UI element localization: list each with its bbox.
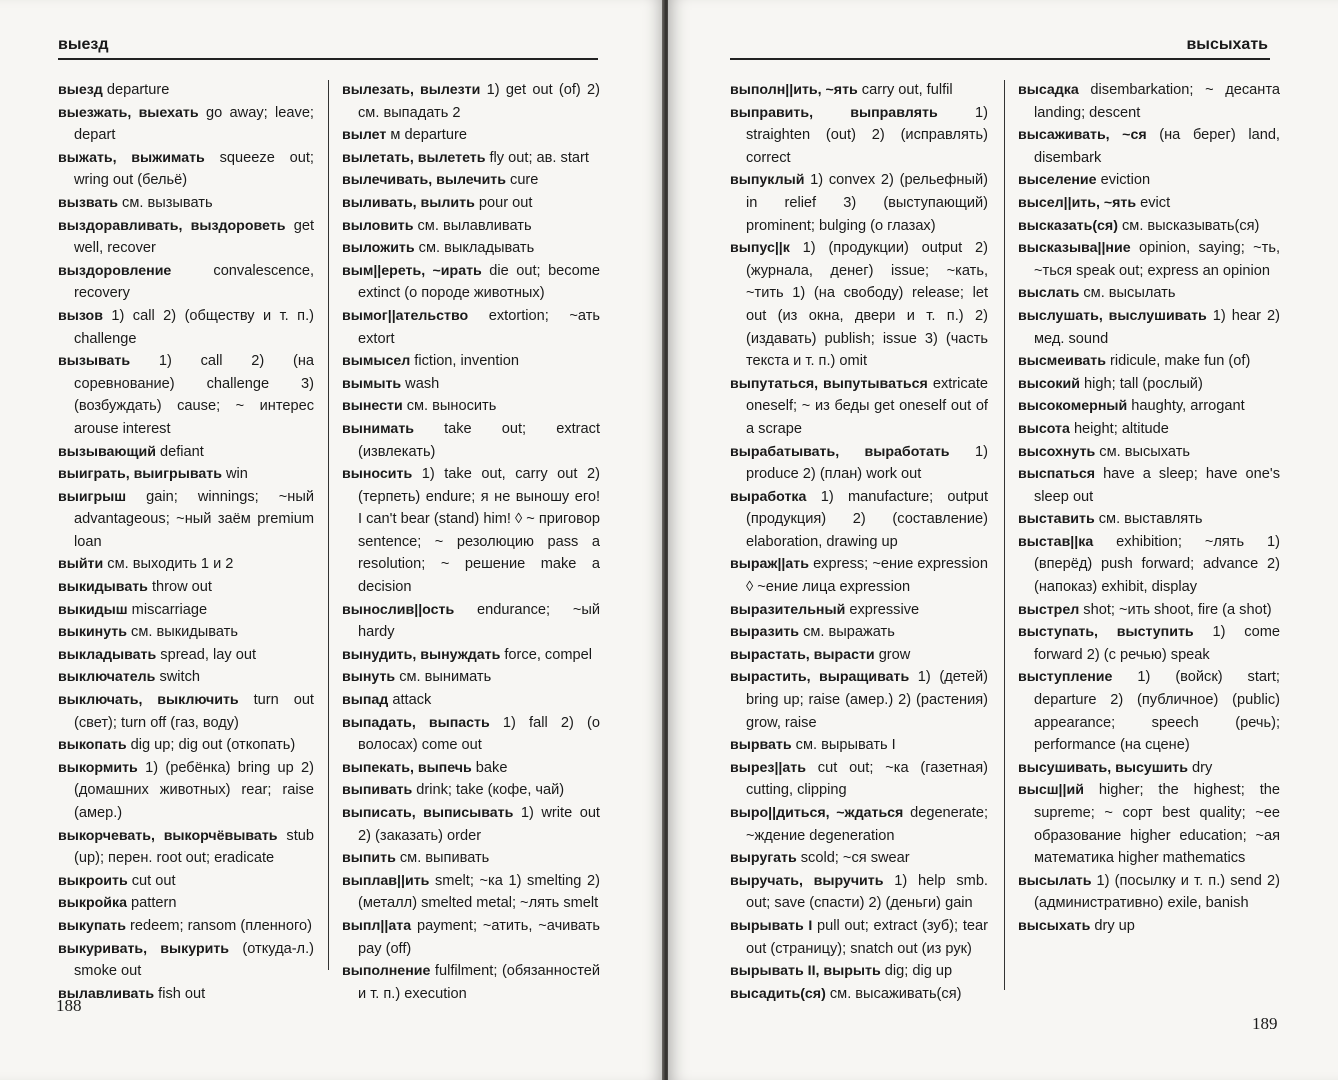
entry-translation: carry out, fulfil <box>857 82 953 98</box>
column-divider <box>1004 80 1005 990</box>
entry-translation: см. выпивать <box>395 850 490 867</box>
entry-translation: grow <box>874 646 911 663</box>
dictionary-entry <box>342 350 600 373</box>
entry-translation: pull out; extract (зуб); tear out (страницу); snatch out (из рук) <box>746 917 988 957</box>
dictionary-entry <box>58 102 314 147</box>
entry-headword: вылезать, вылезти <box>342 82 481 98</box>
entry-translation: 1) produce 2) (план) work out <box>746 443 989 483</box>
entry-translation: 1) fall 2) (о волосах) come out <box>358 714 600 754</box>
dictionary-entry <box>58 147 314 192</box>
dictionary-entry <box>342 870 600 915</box>
dictionary-entry <box>58 463 314 486</box>
entry-translation: 1) take out, carry out 2) (терпеть) endure; я не выношу его! I can't bear (stand) him! ◊ ~ приговор sentence; ~ резолюцию pass a resolution; ~ решение make a decision <box>358 466 600 596</box>
dictionary-entry <box>58 825 314 870</box>
entry-headword: высадка <box>1018 82 1079 98</box>
entry-headword: вызов <box>58 307 103 324</box>
entry-headword: выслать <box>1018 285 1080 302</box>
dictionary-entry <box>342 666 600 689</box>
dictionary-entry <box>1018 418 1280 441</box>
dictionary-entry <box>730 102 988 170</box>
entry-headword: вырез||ать <box>730 759 806 776</box>
entry-translation: см. вынимать <box>395 669 492 686</box>
dictionary-entry <box>342 712 600 757</box>
entry-translation: ridicule, make fun (of) <box>1105 353 1251 370</box>
entry-translation: switch <box>155 669 201 686</box>
dictionary-entry <box>342 79 600 124</box>
dictionary-entry <box>58 870 314 893</box>
dictionary-entry <box>1018 305 1280 350</box>
entry-headword: выспаться <box>1018 466 1096 483</box>
entry-headword: вырывать II, вырыть <box>730 963 881 980</box>
entry-headword: высказыва||ние <box>1018 240 1131 257</box>
entry-translation: gain; winnings; ~ный advantageous; ~ный заём premium loan <box>74 488 314 550</box>
entry-translation: см. вырывать I <box>791 737 896 754</box>
dictionary-entry <box>58 666 314 689</box>
entry-headword: выпл||ата <box>342 917 412 934</box>
dictionary-entry <box>1018 79 1280 124</box>
entry-headword: вынуть <box>342 669 396 686</box>
dictionary-entry <box>730 666 988 734</box>
dictionary-entry <box>1018 915 1280 938</box>
dictionary-entry <box>58 734 314 757</box>
entry-translation: higher; the highest; the supreme; ~ сорт best quality; ~ее образование higher education; ~ая математика higher mathematics <box>1034 782 1280 867</box>
entry-translation: см. высылать <box>1079 285 1176 302</box>
entry-headword: высохнуть <box>1018 443 1096 460</box>
entry-translation: dig; dig up <box>880 963 953 980</box>
dictionary-entry <box>730 621 988 644</box>
entry-headword: вырастить, выращивать <box>730 669 910 686</box>
entry-translation: drink; take (кофе, чай) <box>412 782 565 799</box>
entry-headword: выкопать <box>58 737 127 754</box>
entry-translation: 1) hear 2) мед. sound <box>1034 307 1280 347</box>
dictionary-entry <box>342 599 600 644</box>
entry-translation: stub (up); перен. root out; eradicate <box>74 827 314 867</box>
header-rule <box>58 58 598 60</box>
entry-translation: scold; ~ся swear <box>796 850 910 867</box>
entry-headword: вымыть <box>342 375 402 392</box>
entry-headword: выпутаться, выпутываться <box>730 375 928 392</box>
entry-translation: см. выражать <box>799 624 895 641</box>
entry-translation: 1) straighten (out) 2) (исправлять) correct <box>746 104 989 166</box>
entry-translation: degenerate; ~ждение degeneration <box>746 805 988 844</box>
dictionary-entry <box>342 847 600 870</box>
entry-translation: 1) (войск) start; departure 2) (публичное) (public) appearance; speech (речь); performance (на сцене) <box>1034 669 1280 754</box>
dictionary-entry <box>1018 373 1280 396</box>
entry-translation: extortion; ~ать extort <box>358 307 600 347</box>
entry-translation: см. вызывать <box>118 194 213 211</box>
entry-translation: miscarriage <box>127 601 208 618</box>
dictionary-entry <box>342 779 600 802</box>
dictionary-entry <box>730 802 988 847</box>
entry-headword: высаживать, ~ся <box>1018 127 1147 144</box>
entry-translation: fulfilment; (обязанностей и т. п.) execution <box>358 963 600 1002</box>
dictionary-entry <box>58 915 314 938</box>
entry-translation: см. высказывать(ся) <box>1117 217 1260 234</box>
dictionary-entry <box>342 689 600 712</box>
entry-translation: см. выходить 1 и 2 <box>103 556 234 573</box>
dictionary-entry <box>342 644 600 667</box>
entry-translation: disembarkation; ~ десанта landing; descent <box>1034 82 1280 121</box>
dictionary-entry <box>342 260 600 305</box>
entry-headword: выловить <box>342 217 414 234</box>
dictionary-entry <box>58 644 314 667</box>
dictionary-entry <box>730 441 988 486</box>
entry-headword: вынимать <box>342 420 414 437</box>
dictionary-entry <box>1018 124 1280 169</box>
entry-translation: см. высаживать(ся) <box>825 985 962 1002</box>
entry-headword: вылавливать <box>58 985 155 1002</box>
dictionary-entry <box>1018 531 1280 599</box>
entry-translation: 1) (детей) bring up; raise (амер.) 2) (растения) grow, raise <box>746 669 988 731</box>
entry-headword: выпус||к <box>730 240 790 257</box>
entry-headword: выкройка <box>58 895 127 912</box>
entry-translation: redeem; ransom (пленного) <box>125 917 312 934</box>
entry-headword: выставить <box>1018 511 1095 528</box>
dictionary-entry <box>58 553 314 576</box>
entry-translation: force, compel <box>500 646 592 663</box>
entry-headword: выступать, выступить <box>1018 624 1194 641</box>
dictionary-entry <box>342 192 600 215</box>
left-page <box>0 0 664 1080</box>
entry-headword: высел||ить, ~ять <box>1018 194 1137 211</box>
entry-headword: выливать, вылить <box>342 194 475 211</box>
entry-headword: высказать(ся) <box>1018 217 1118 234</box>
entry-translation: wash <box>401 375 440 392</box>
entry-headword: выстрел <box>1018 601 1080 618</box>
entry-translation: get well, recover <box>74 217 315 257</box>
entry-translation: 1) write out 2) (заказать) order <box>358 805 600 844</box>
entry-translation: squeeze out; wring out (бельё) <box>74 149 314 189</box>
entry-headword: высадить(ся) <box>730 985 826 1002</box>
entry-headword: выручать, выручить <box>730 872 884 889</box>
entry-headword: выезд <box>58 82 103 98</box>
entry-translation: 1) call 2) (на соревнование) challenge 3) (возбуждать) cause; ~ интерес arouse interest <box>74 353 314 437</box>
entry-translation: cut out; ~ка (газетная) cutting, clipping <box>746 759 988 799</box>
dictionary-entry <box>58 260 314 305</box>
entry-headword: высушивать, высушить <box>1018 759 1188 776</box>
dictionary-entry <box>1018 757 1280 780</box>
entry-headword: выключатель <box>58 669 156 686</box>
dictionary-entry <box>58 621 314 644</box>
entry-translation: cure <box>505 172 539 189</box>
dictionary-entry <box>1018 237 1280 282</box>
entry-translation: см. высыхать <box>1095 443 1190 460</box>
dictionary-entry <box>58 576 314 599</box>
entry-headword: высокий <box>1018 375 1080 392</box>
dictionary-entry <box>1018 350 1280 373</box>
entry-translation: 1) get out (of) 2) см. выпадать 2 <box>358 82 600 121</box>
entry-headword: вылет <box>342 127 387 144</box>
entry-headword: выкорчевать, выкорчёвывать <box>58 827 278 844</box>
entry-translation: (откуда-л.) smoke out <box>74 940 314 980</box>
entry-headword: вызывать <box>58 353 131 370</box>
entry-headword: вырабатывать, выработать <box>730 443 950 460</box>
dictionary-entry <box>730 169 988 237</box>
entry-headword: выздоравливать, выздороветь <box>58 217 286 234</box>
dictionary-entry <box>730 79 988 102</box>
entry-translation: spread, lay out <box>156 646 257 663</box>
entry-headword: выкуривать, выкурить <box>58 940 230 957</box>
entry-headword: вылетать, вылететь <box>342 149 486 166</box>
entry-headword: выкидывать <box>58 579 148 596</box>
entry-headword: вырвать <box>730 737 792 754</box>
entry-headword: выносить <box>342 466 413 483</box>
entry-translation: fly out; ав. start <box>485 149 589 166</box>
dictionary-entry <box>342 915 600 960</box>
dictionary-entry <box>342 960 600 1005</box>
entry-translation: dry <box>1187 759 1213 776</box>
entry-headword: вынослив||ость <box>342 601 455 618</box>
entry-translation: smelt; ~ка 1) smelting 2) (металл) smelted metal; ~лять smelt <box>358 872 600 912</box>
page-number: 188 <box>56 996 82 1015</box>
entry-translation: 1) (продукции) output 2) (журнала, денег) issue; ~кать, ~тить 1) (на свободу) release; let out (из окна, двери и т. п.) 2) (издавать) publish; issue 3) (часть текста и т. п.) omit <box>746 240 988 370</box>
entry-headword: выпить <box>342 850 396 867</box>
dictionary-entry <box>58 892 314 915</box>
column-divider <box>328 80 329 970</box>
dictionary-entry <box>1018 508 1280 531</box>
column-right-1 <box>730 79 988 1005</box>
dictionary-entry <box>1018 282 1280 305</box>
entry-translation: dry up <box>1090 917 1135 934</box>
entry-translation: payment; ~атить, ~ачивать pay (off) <box>358 917 600 957</box>
entry-headword: высмеивать <box>1018 353 1106 370</box>
dictionary-entry <box>1018 441 1280 464</box>
entry-translation: 1) convex 2) (рельефный) in relief 3) (выступающий) prominent; bulging (о глазах) <box>746 172 988 234</box>
dictionary-entry <box>342 124 600 147</box>
entry-translation: departure <box>102 82 170 98</box>
dictionary-entry <box>342 463 600 599</box>
dictionary-entry <box>1018 666 1280 756</box>
entry-headword: выступление <box>1018 669 1113 686</box>
entry-headword: выплав||ить <box>342 872 430 889</box>
dictionary-entry <box>1018 395 1280 418</box>
entry-headword: выслушать, выслушивать <box>1018 307 1207 324</box>
entry-translation: defiant <box>155 443 204 460</box>
entry-translation: convalescence, recovery <box>74 262 314 302</box>
entry-translation: throw out <box>147 579 212 596</box>
entry-headword: выправить, выправлять <box>730 104 938 121</box>
entry-headword: вызвать <box>58 194 118 211</box>
dictionary-entry <box>58 192 314 215</box>
dictionary-entry <box>730 983 988 1006</box>
dictionary-entry <box>342 215 600 238</box>
entry-translation: 1) (посылку и т. п.) send 2) (административно) exile, banish <box>1034 872 1280 912</box>
entry-headword: выжать, выжимать <box>58 149 205 166</box>
entry-headword: выполн||ить, ~ять <box>730 82 858 98</box>
entry-headword: вынудить, вынуждать <box>342 646 501 663</box>
entry-headword: выигрыш <box>58 488 127 505</box>
dictionary-entry <box>730 644 988 667</box>
entry-headword: выпад <box>342 692 389 709</box>
entry-translation: shot; ~ить shoot, fire (a shot) <box>1079 601 1272 618</box>
entry-headword: выработка <box>730 488 807 505</box>
page-number: 189 <box>1252 1014 1278 1033</box>
entry-translation: pour out <box>474 194 533 211</box>
dictionary-entry <box>342 237 600 260</box>
dictionary-entry <box>58 938 314 983</box>
dictionary-entry <box>1018 870 1280 915</box>
entry-headword: выиграть, выигрывать <box>58 466 222 483</box>
dictionary-entry <box>58 599 314 622</box>
entry-headword: выпивать <box>342 782 413 799</box>
dictionary-entry <box>730 553 988 598</box>
entry-translation: pattern <box>126 895 177 912</box>
entry-translation: cut out <box>127 872 176 889</box>
dictionary-entry <box>1018 599 1280 622</box>
dictionary-entry <box>1018 192 1280 215</box>
entry-headword: выкинуть <box>58 624 127 641</box>
dictionary-entry <box>342 147 600 170</box>
entry-translation: turn out (свет); turn off (газ, воду) <box>74 692 314 731</box>
entry-translation: extricate oneself; ~ из беды get oneself out of a scrape <box>746 375 988 437</box>
dictionary-entry <box>342 169 600 192</box>
entry-translation: см. выставлять <box>1094 511 1203 528</box>
dictionary-entry <box>58 79 314 102</box>
entry-translation: have a sleep; have one's sleep out <box>1034 466 1280 505</box>
entry-headword: выполнение <box>342 963 431 980</box>
entry-headword: вылечивать, вылечить <box>342 172 506 189</box>
entry-headword: выкладывать <box>58 646 157 663</box>
dictionary-entry <box>58 689 314 734</box>
entry-headword: выезжать, выехать <box>58 104 199 121</box>
entry-translation: go away; leave; depart <box>74 104 314 144</box>
dictionary-entry <box>730 847 988 870</box>
header-rule <box>730 58 1270 60</box>
entry-translation: fiction, invention <box>410 353 519 370</box>
dictionary-entry <box>730 599 988 622</box>
entry-headword: выраж||ать <box>730 556 809 573</box>
entry-headword: выключать, выключить <box>58 692 239 709</box>
dictionary-entry <box>1018 169 1280 192</box>
entry-headword: высылать <box>1018 872 1092 889</box>
entry-headword: вырастать, вырасти <box>730 646 875 663</box>
entry-headword: выразительный <box>730 601 846 618</box>
entry-headword: выругать <box>730 850 797 867</box>
dictionary-entry <box>58 215 314 260</box>
dictionary-entry <box>58 441 314 464</box>
entry-headword: вырывать I <box>730 917 813 934</box>
dictionary-entry <box>58 350 314 440</box>
dictionary-entry <box>1018 779 1280 869</box>
entry-headword: выкидыш <box>58 601 128 618</box>
entry-translation: eviction <box>1096 172 1151 189</box>
running-head: высыхать <box>1186 36 1268 53</box>
entry-headword: выйти <box>58 556 104 573</box>
entry-translation: opinion, saying; ~ть, ~ться speak out; express an opinion <box>1034 240 1280 279</box>
column-left-1 <box>58 79 314 1005</box>
dictionary-entry <box>730 960 988 983</box>
dictionary-entry <box>730 373 988 441</box>
entry-translation: evict <box>1136 194 1171 211</box>
entry-translation: high; tall (рослый) <box>1079 375 1203 392</box>
entry-translation: haughty, arrogant <box>1127 398 1245 415</box>
dictionary-entry <box>730 237 988 373</box>
entry-headword: вымог||ательство <box>342 307 469 324</box>
entry-headword: выложить <box>342 240 415 257</box>
dictionary-entry <box>342 418 600 463</box>
entry-headword: выпадать, выпасть <box>342 714 490 731</box>
entry-headword: выстав||ка <box>1018 533 1094 550</box>
running-head: выезд <box>58 36 109 53</box>
entry-translation: см. вылавливать <box>413 217 532 234</box>
entry-translation: 1) manufacture; output (продукция) 2) (составление) elaboration, drawing up <box>746 488 988 550</box>
entry-translation: 1) help smb. out; save (спасти) 2) (деньги) gain <box>746 872 988 912</box>
entry-headword: выписать, выписывать <box>342 805 514 821</box>
entry-translation: см. выкидывать <box>126 624 238 641</box>
entry-headword: выкроить <box>58 872 128 889</box>
dictionary-entry <box>730 486 988 554</box>
entry-headword: выкупать <box>58 917 126 934</box>
dictionary-entry <box>342 802 600 847</box>
entry-translation: win <box>221 466 248 483</box>
entry-translation: express; ~ение expression ◊ ~ение лица expression <box>746 556 988 596</box>
entry-translation: bake <box>471 759 508 776</box>
entry-headword: вымысел <box>342 353 411 370</box>
dictionary-entry <box>58 983 314 1006</box>
dictionary-entry <box>1018 215 1280 238</box>
right-page <box>668 0 1338 1080</box>
entry-translation: take out; extract (извлекать) <box>358 420 600 460</box>
dictionary-entry <box>58 486 314 554</box>
entry-headword: выпекать, выпечь <box>342 759 472 776</box>
entry-translation: 1) call 2) (обществу и т. п.) challenge <box>74 307 314 347</box>
entry-translation: die out; become extinct (о породе животных) <box>358 262 600 302</box>
entry-translation: endurance; ~ый hardy <box>358 601 600 641</box>
entry-translation: expressive <box>845 601 920 618</box>
dictionary-entry <box>730 757 988 802</box>
entry-translation: attack <box>388 692 432 709</box>
entry-translation: 1) (ребёнка) bring up 2) (домашних животных) rear; raise (амер.) <box>74 759 314 821</box>
entry-headword: высш||ий <box>1018 782 1084 799</box>
entry-headword: высыхать <box>1018 917 1091 934</box>
entry-translation: см. выносить <box>402 398 497 415</box>
entry-translation: dig up; dig out (откопать) <box>126 737 296 754</box>
entry-headword: выро||диться, ~ждаться <box>730 805 904 821</box>
entry-translation: 1) come forward 2) (с речью) speak <box>1034 624 1280 663</box>
entry-headword: вызывающий <box>58 443 156 460</box>
dictionary-entry <box>1018 621 1280 666</box>
entry-translation: fish out <box>154 985 206 1002</box>
dictionary-entry <box>730 870 988 915</box>
column-right-2 <box>1018 79 1280 938</box>
dictionary-entry <box>342 395 600 418</box>
entry-headword: выздоровление <box>58 262 172 279</box>
entry-headword: высота <box>1018 420 1070 437</box>
dictionary-entry <box>342 305 600 350</box>
entry-headword: высокомерный <box>1018 398 1128 415</box>
entry-headword: выселение <box>1018 172 1097 189</box>
entry-headword: выпуклый <box>730 172 805 189</box>
entry-translation: height; altitude <box>1069 420 1169 437</box>
entry-headword: вынести <box>342 398 403 415</box>
entry-translation: exhibition; ~лять 1) (вперёд) push forward; advance 2) (напоказ) exhibit, display <box>1034 533 1280 596</box>
dictionary-entry <box>1018 463 1280 508</box>
entry-headword: вым||ереть, ~ирать <box>342 262 482 279</box>
dictionary-entry <box>58 757 314 825</box>
dictionary-entry <box>58 305 314 350</box>
entry-translation: м departure <box>386 127 467 144</box>
dictionary-entry <box>342 373 600 396</box>
entry-headword: выразить <box>730 624 800 641</box>
dictionary-entry <box>342 757 600 780</box>
entry-translation: см. выкладывать <box>414 240 535 257</box>
column-left-2 <box>342 79 600 1005</box>
dictionary-entry <box>730 915 988 960</box>
dictionary-entry <box>730 734 988 757</box>
entry-headword: выкормить <box>58 759 138 776</box>
entry-translation: (на берег) land, disembark <box>1034 127 1280 166</box>
